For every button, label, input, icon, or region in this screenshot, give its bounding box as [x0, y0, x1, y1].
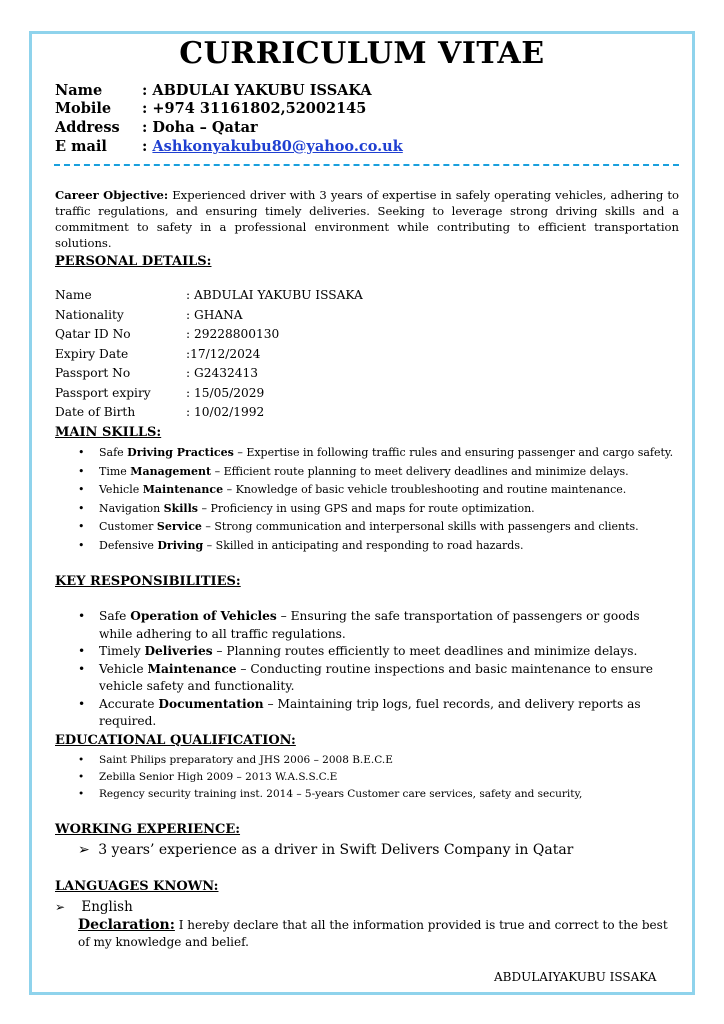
detail-key: Passport No: [55, 366, 131, 380]
main-skills-heading: MAIN SKILLS:: [55, 425, 162, 440]
skill-desc: – Proficiency in using GPS and maps for route optimization.: [197, 501, 535, 515]
skill-desc: – Expertise in following traffic rules and ensuring passenger and cargo safety.: [233, 446, 674, 459]
experience-text: 3 years’ experience as a driver in Swift Delivers Company in Qatar: [98, 842, 574, 858]
education-list: [78, 752, 678, 803]
personal-detail-row: [0, 364, 724, 384]
skill-prefix: Navigation: [99, 501, 164, 515]
contact-row: [0, 82, 724, 100]
detail-value: :17/12/2024: [186, 347, 261, 361]
bullet-dot-icon: •: [78, 644, 86, 658]
resp-name: Maintenance: [147, 661, 237, 676]
arrow-bullet-icon: ➢: [78, 842, 90, 858]
skill-desc: – Strong communication and interpersonal skills with passengers and clients.: [201, 520, 639, 533]
skill-name: Driving: [157, 538, 204, 552]
email-prefix: :: [142, 138, 153, 155]
language-text: English: [81, 899, 133, 915]
skill-desc: – Skilled in anticipating and responding to road hazards.: [203, 538, 524, 552]
skill-name: Service: [156, 520, 202, 533]
bullet-dot-icon: •: [78, 788, 85, 800]
key-responsibilities-heading: KEY RESPONSIBILITIES:: [55, 574, 241, 589]
resp-desc: – Planning routes efficiently to meet deadlines and minimize delays.: [212, 644, 638, 658]
personal-detail-row: [0, 403, 724, 423]
resp-prefix: Vehicle: [99, 661, 148, 676]
list-item: [78, 481, 688, 500]
career-objective-label: Career Objective:: [55, 188, 169, 202]
skill-name: Maintenance: [142, 483, 224, 496]
skill-name: Management: [130, 464, 212, 478]
personal-details-heading: PERSONAL DETAILS:: [55, 254, 212, 269]
career-objective-text: Experienced driver with 3 years of expertise in safely operating vehicles, adhering to traffic regulations, and ensuring timely deliveries. Seeking to leverage strong driving skills and a commitment to safety in a professional environment while contributing to efficient transportation solutions.: [55, 188, 680, 250]
list-item: [78, 537, 688, 556]
education-entry: Regency security training inst. 2014 – 5-years Customer care services, safety and security,: [99, 788, 583, 800]
skill-name: Driving Practices: [127, 446, 234, 459]
personal-detail-row: [0, 345, 724, 365]
skill-prefix: Time: [99, 464, 131, 478]
list-item: [78, 786, 678, 803]
personal-detail-row: [0, 384, 724, 404]
contact-value: : ABDULAI YAKUBU ISSAKA: [142, 82, 372, 99]
contact-label: Mobile: [55, 100, 112, 117]
contact-label: Name: [55, 82, 103, 99]
resp-desc: – Maintaining trip logs, fuel records, and delivery reports as required.: [99, 696, 641, 728]
language-item: [55, 898, 133, 916]
skill-name: Skills: [163, 501, 198, 515]
detail-key: Expiry Date: [55, 347, 129, 361]
skill-prefix: Defensive: [99, 538, 158, 552]
list-item: [78, 500, 688, 519]
email-label: E mail: [55, 138, 107, 155]
bullet-dot-icon: •: [78, 483, 85, 496]
experience-item: [78, 841, 573, 859]
arrow-bullet-icon: ➢: [55, 900, 66, 914]
detail-value: : 15/05/2029: [186, 386, 265, 400]
resp-name: Operation of Vehicles: [130, 609, 277, 623]
education-heading: EDUCATIONAL QUALIFICATION:: [55, 733, 296, 748]
list-item: [78, 661, 668, 696]
career-objective: [55, 187, 679, 251]
list-item: [78, 643, 668, 661]
detail-value: : ABDULAI YAKUBU ISSAKA: [186, 288, 363, 302]
list-item: [78, 444, 688, 463]
list-item: [78, 696, 668, 731]
detail-key: Name: [55, 288, 92, 302]
detail-key: Nationality: [55, 308, 124, 322]
skill-desc: – Knowledge of basic vehicle troubleshooting and routine maintenance.: [223, 483, 627, 496]
email-value: [142, 138, 403, 156]
detail-key: Qatar ID No: [55, 327, 131, 341]
responsibilities-list: [78, 608, 668, 731]
email-link[interactable]: Ashkonyakubu80@yahoo.co.uk: [152, 138, 403, 155]
bullet-dot-icon: •: [78, 446, 85, 459]
skill-desc: – Efficient route planning to meet delivery deadlines and minimize delays.: [211, 464, 629, 478]
contact-value: : Doha – Qatar: [142, 119, 258, 136]
contact-row: [0, 119, 724, 137]
list-item: [78, 518, 688, 537]
skill-prefix: Safe: [99, 446, 128, 459]
declaration: [78, 917, 678, 951]
detail-value: : 10/02/1992: [186, 405, 265, 419]
skill-prefix: Customer: [99, 520, 157, 533]
resp-name: Deliveries: [144, 644, 213, 658]
page-title: CURRICULUM VITAE: [179, 36, 545, 71]
personal-detail-row: [0, 306, 724, 326]
bullet-dot-icon: •: [78, 464, 85, 478]
education-entry: Saint Philips preparatory and JHS 2006 – 2008 B.E.C.E: [99, 754, 393, 766]
list-item: [78, 769, 678, 786]
personal-detail-row: [0, 325, 724, 345]
working-experience-heading: WORKING EXPERIENCE:: [55, 822, 241, 837]
detail-value: : GHANA: [186, 308, 243, 322]
list-item: [78, 463, 688, 482]
bullet-dot-icon: •: [78, 696, 86, 711]
dashed-divider: [54, 164, 679, 166]
detail-key: Date of Birth: [55, 405, 136, 419]
bullet-dot-icon: •: [78, 754, 85, 766]
resp-prefix: Timely: [99, 644, 145, 658]
contact-label: Address: [55, 119, 120, 136]
detail-value: : 29228800130: [186, 327, 280, 341]
list-item: [78, 752, 678, 769]
bullet-dot-icon: •: [78, 501, 85, 515]
personal-detail-row: [0, 286, 724, 306]
list-item: [78, 608, 668, 643]
declaration-label: Declaration:: [78, 917, 175, 933]
bullet-dot-icon: •: [78, 771, 85, 783]
bullet-dot-icon: •: [78, 538, 85, 552]
resp-desc: – Ensuring the safe transportation of passengers or goods while adhering to all traffic regulations.: [99, 609, 640, 641]
signature-name: ABDULAIYAKUBU ISSAKA: [494, 970, 657, 984]
resp-name: Documentation: [158, 696, 264, 711]
education-entry: Zebilla Senior High 2009 – 2013 W.A.S.S.C.E: [99, 771, 338, 783]
bullet-dot-icon: •: [78, 609, 86, 623]
contact-row: [0, 138, 724, 156]
contact-value: : +974 31161802,52002145: [142, 100, 367, 117]
resp-desc: – Conducting routine inspections and basic maintenance to ensure vehicle safety and functionality.: [99, 661, 653, 693]
languages-heading: LANGUAGES KNOWN:: [55, 879, 219, 894]
bullet-dot-icon: •: [78, 661, 86, 676]
declaration-text: I hereby declare that all the information provided is true and correct to the best of my knowledge and belief.: [78, 918, 668, 949]
resp-prefix: Safe: [99, 609, 131, 623]
skill-prefix: Vehicle: [99, 483, 143, 496]
contact-row: [0, 100, 724, 118]
main-skills-list: [78, 444, 688, 555]
resp-prefix: Accurate: [99, 696, 159, 711]
detail-key: Passport expiry: [55, 386, 151, 400]
detail-value: : G2432413: [186, 366, 258, 380]
bullet-dot-icon: •: [78, 520, 85, 533]
